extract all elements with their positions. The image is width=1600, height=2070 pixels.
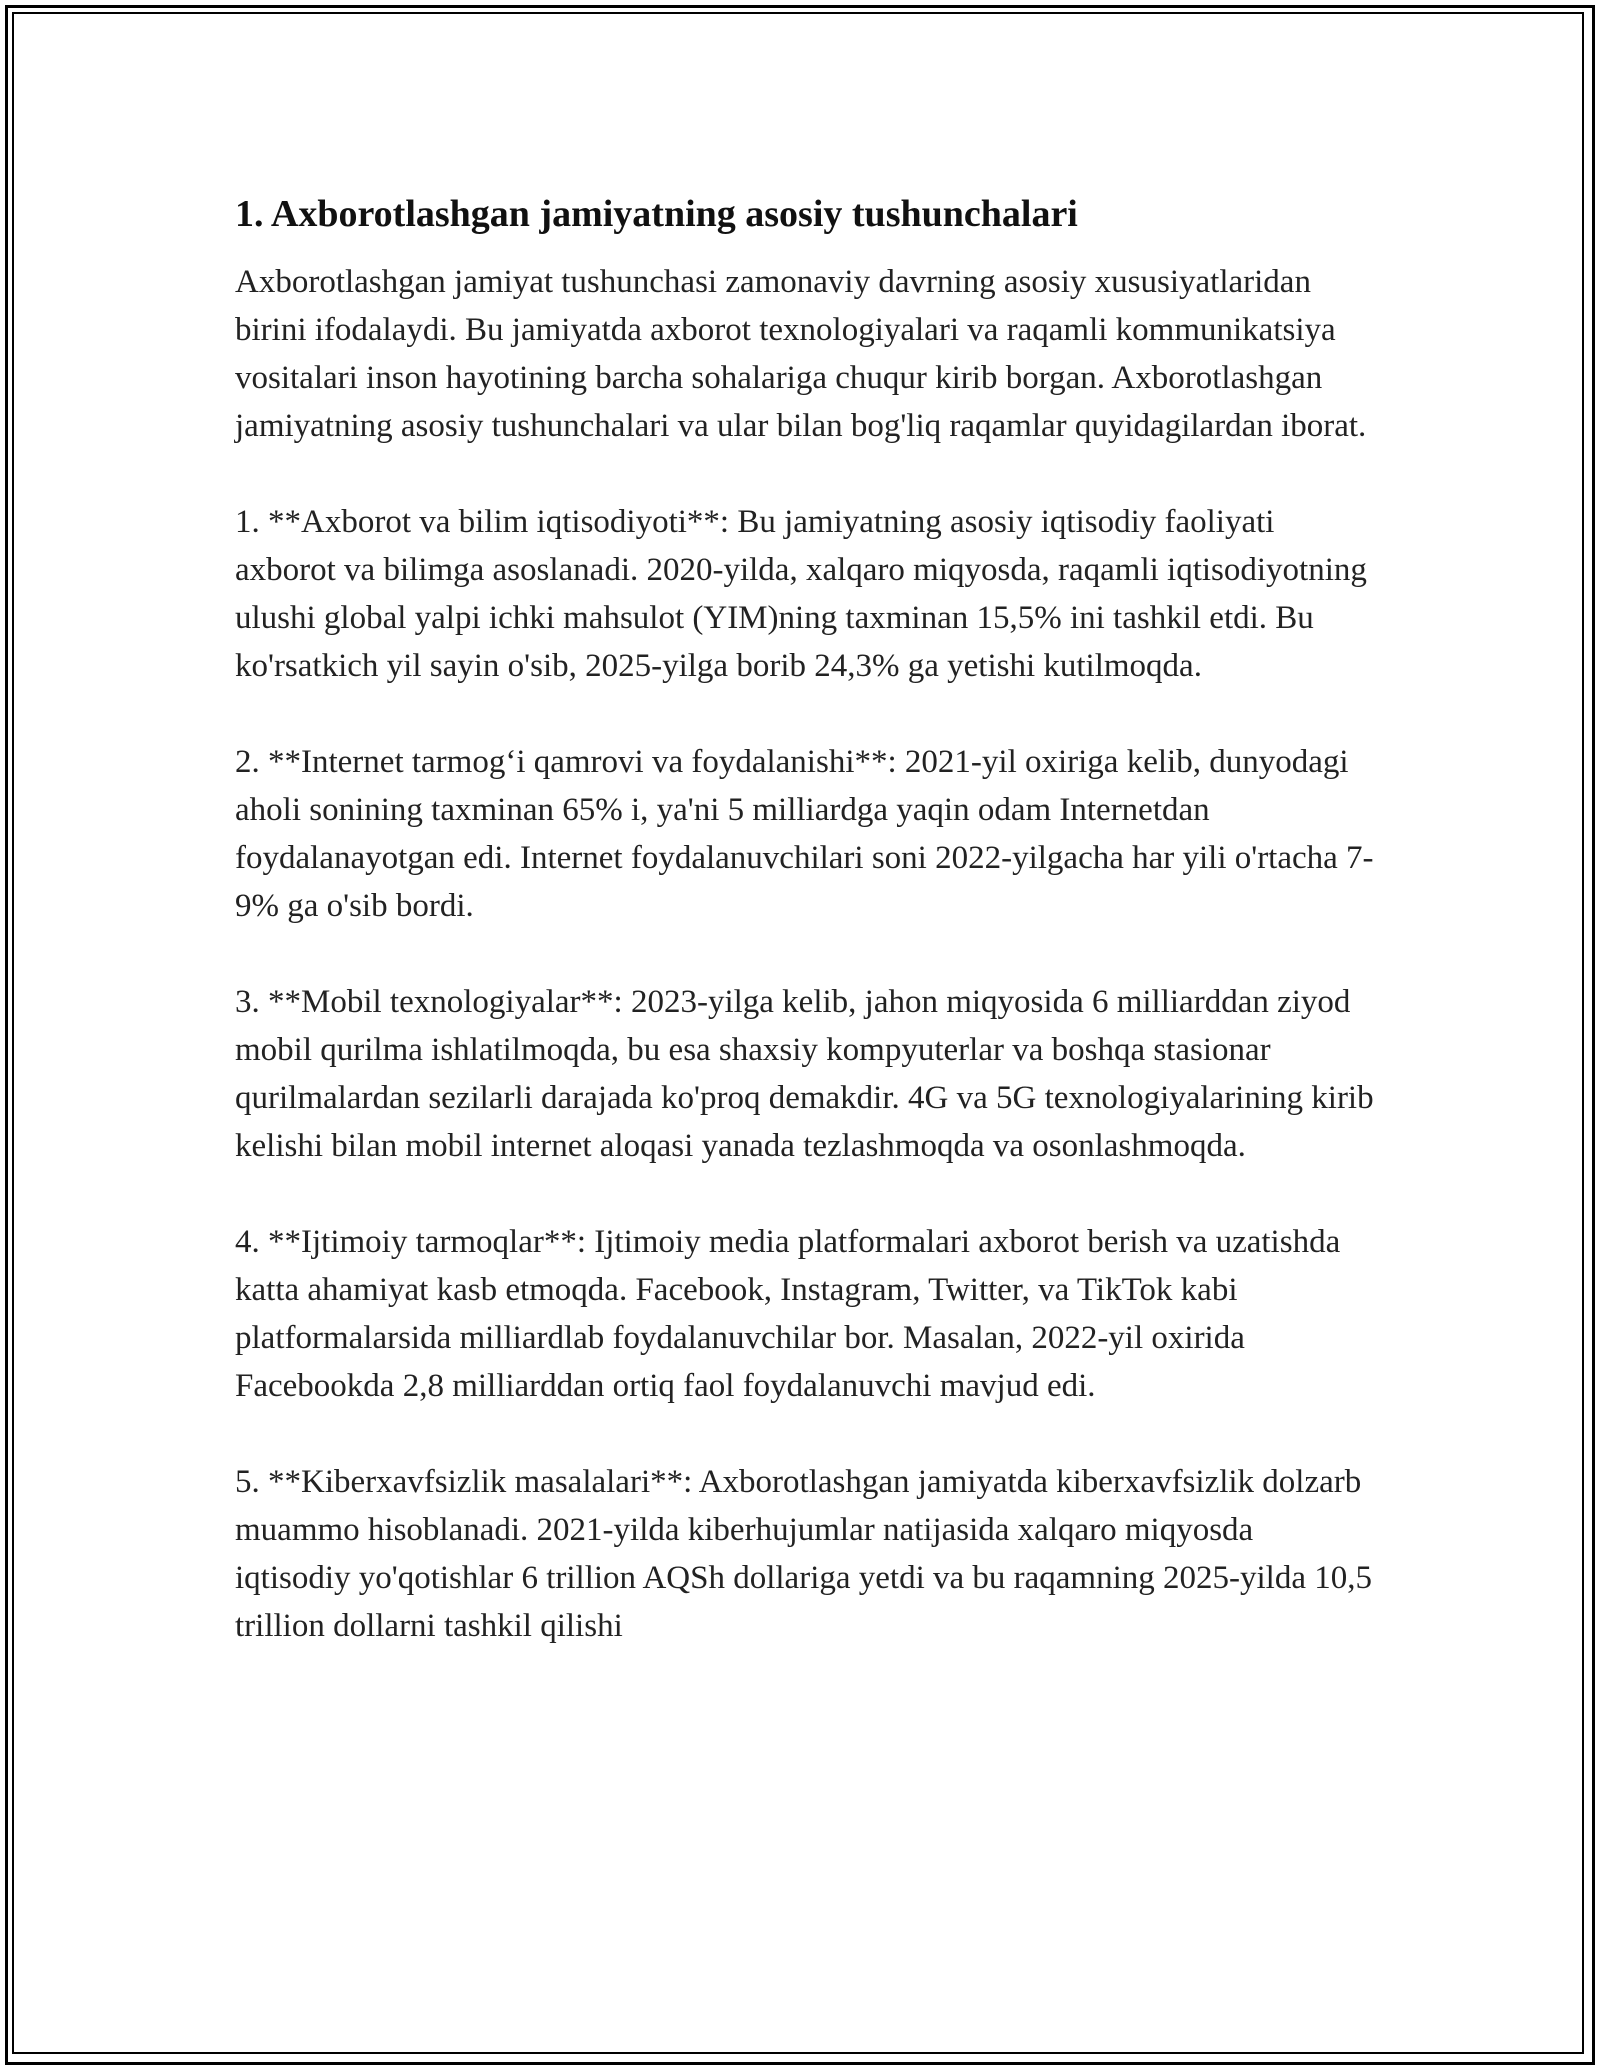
list-item-mobile: 3. **Mobil texnologiyalar**: 2023-yilga kelib, jahon miqyosida 6 milliarddan ziyod mobil qurilma ishlatilmoqda, bu esa shaxsiy kompyuterlar va boshqa stasionar qurilmalardan sezilarli darajada ko'proq demakdir. 4G va 5G texnologiyalarining kirib kelishi bilan mobil internet aloqasi yanada tezlashmoqda va osonlashmoqda.	[235, 984, 1374, 1164]
list-item-economy: 1. **Axborot va bilim iqtisodiyoti**: Bu jamiyatning asosiy iqtisodiy faoliyati axborot va bilimga asoslanadi. 2020-yilda, xalqaro miqyosda, raqamli iqtisodiyotning ulushi global yalpi ichki mahsulot (YIM)ning taxminan 15,5% ini tashkil etdi. Bu ko'rsatkich yil sayin o'sib, 2025-yilga borib 24,3% ga yetishi kutilmoqda.	[235, 504, 1367, 684]
document-body	[235, 184, 1375, 1698]
intro-paragraph: Axborotlashgan jamiyat tushunchasi zamonaviy davrning asosiy xususiyatlaridan birini ifodalaydi. Bu jamiyatda axborot texnologiyalari va raqamli kommunikatsiya vositalari inson hayotining barcha sohalariga chuqur kirib borgan. Axborotlashgan jamiyatning asosiy tushunchalari va ular bilan bog'liq raqamlar quyidagilardan iborat.	[235, 264, 1367, 444]
list-item-internet: 2. **Internet tarmog‘i qamrovi va foydalanishi**: 2021-yil oxiriga kelib, dunyodagi aholi sonining taxminan 65% i, ya'ni 5 milliardga yaqin odam Internetdan foydalanayotgan edi. Internet foydalanuvchilari soni 2022-yilgacha har yili o'rtacha 7-9% ga o'sib bordi.	[235, 744, 1374, 924]
list-item-social-networks: 4. **Ijtimoiy tarmoqlar**: Ijtimoiy media platformalari axborot berish va uzatishda katta ahamiyat kasb etmoqda. Facebook, Instagram, Twitter, va TikTok kabi platformalarsida milliardlab foydalanuvchilar bor. Masalan, 2022-yil oxirida Facebookda 2,8 milliarddan ortiq faol foydalanuvchi mavjud edi.	[235, 1224, 1341, 1404]
list-item-cybersecurity: 5. **Kiberxavfsizlik masalalari**: Axborotlashgan jamiyatda kiberxavfsizlik dolzarb muammo hisoblanadi. 2021-yilda kiberhujumlar natijasida xalqaro miqyosda iqtisodiy yo'qotishlar 6 trillion AQSh dollariga yetdi va bu raqamning 2025-yilda 10,5 trillion dollarni tashkil qilishi	[235, 1464, 1372, 1644]
section-heading: 1. Axborotlashgan jamiyatning asosiy tushunchalari	[235, 193, 1078, 235]
